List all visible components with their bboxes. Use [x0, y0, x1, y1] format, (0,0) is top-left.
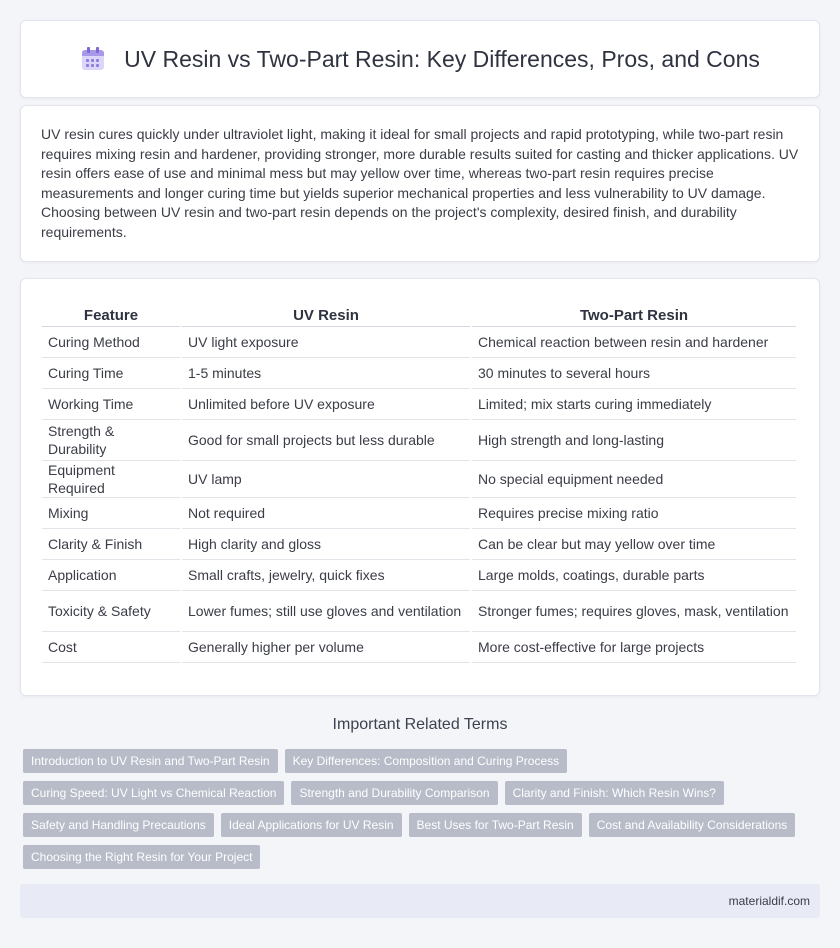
feature-cell: Working Time — [42, 389, 180, 420]
header-card — [20, 20, 820, 98]
feature-cell: Clarity & Finish — [42, 529, 180, 560]
related-term-tag[interactable]: Curing Speed: UV Light vs Chemical Reaction — [23, 781, 284, 805]
uv-resin-cell: 1-5 minutes — [182, 358, 470, 389]
header-title-wrap — [80, 46, 760, 73]
related-terms-title: Important Related Terms — [332, 716, 508, 733]
feature-cell: Cost — [42, 632, 180, 663]
column-header-uv-resin: UV Resin — [182, 301, 470, 327]
feature-cell: Curing Method — [42, 327, 180, 358]
related-term-tag[interactable]: Ideal Applications for UV Resin — [221, 813, 402, 837]
related-term-tag[interactable]: Choosing the Right Resin for Your Project — [23, 845, 260, 869]
feature-cell: Mixing — [42, 498, 180, 529]
calendar-icon — [80, 46, 106, 72]
feature-cell: Application — [42, 560, 180, 591]
table-row — [42, 591, 796, 632]
two-part-resin-cell: No special equipment needed — [472, 461, 796, 498]
related-term-tag[interactable]: Introduction to UV Resin and Two-Part Resin — [23, 749, 278, 773]
table-row — [42, 327, 796, 358]
related-terms-list — [23, 749, 813, 869]
table-row — [42, 358, 796, 389]
uv-resin-cell: Small crafts, jewelry, quick fixes — [182, 560, 470, 591]
uv-resin-cell: UV light exposure — [182, 327, 470, 358]
two-part-resin-cell: Requires precise mixing ratio — [472, 498, 796, 529]
feature-cell: Strength & Durability — [42, 420, 180, 461]
two-part-resin-cell: Can be clear but may yellow over time — [472, 529, 796, 560]
related-term-tag[interactable]: Key Differences: Composition and Curing Process — [285, 749, 568, 773]
page-title: UV Resin vs Two-Part Resin: Key Differences, Pros, and Cons — [124, 45, 760, 72]
related-term-tag[interactable]: Cost and Availability Considerations — [589, 813, 796, 837]
two-part-resin-cell: 30 minutes to several hours — [472, 358, 796, 389]
two-part-resin-cell: Stronger fumes; requires gloves, mask, ventilation — [472, 591, 796, 632]
related-term-tag[interactable]: Strength and Durability Comparison — [291, 781, 497, 805]
comparison-table-card — [20, 278, 820, 696]
uv-resin-cell: Generally higher per volume — [182, 632, 470, 663]
table-row — [42, 389, 796, 420]
table-row — [42, 529, 796, 560]
comparison-table — [40, 301, 798, 663]
footer-bar — [20, 884, 820, 918]
uv-resin-cell: Good for small projects but less durable — [182, 420, 470, 461]
footer-site-link[interactable]: materialdif.com — [728, 894, 810, 908]
two-part-resin-cell: More cost-effective for large projects — [472, 632, 796, 663]
table-header-row — [42, 301, 796, 327]
two-part-resin-cell: Limited; mix starts curing immediately — [472, 389, 796, 420]
related-term-tag[interactable]: Safety and Handling Precautions — [23, 813, 214, 837]
column-header-feature: Feature — [42, 301, 180, 327]
intro-card — [20, 105, 820, 262]
related-term-tag[interactable]: Clarity and Finish: Which Resin Wins? — [505, 781, 724, 805]
table-row — [42, 461, 796, 498]
feature-cell: Equipment Required — [42, 461, 180, 498]
two-part-resin-cell: Chemical reaction between resin and hardener — [472, 327, 796, 358]
uv-resin-cell: UV lamp — [182, 461, 470, 498]
feature-cell: Toxicity & Safety — [42, 591, 180, 632]
table-row — [42, 560, 796, 591]
table-row — [42, 498, 796, 529]
intro-paragraph: UV resin cures quickly under ultraviolet light, making it ideal for small projects and rapid prototyping, while two-part resin requires mixing resin and hardener, providing stronger, more durable results suited for casting and thicker applications. UV resin offers ease of use and minimal mess but may yellow over time, whereas two-part resin requires precise measurements and longer curing time but yields superior mechanical properties and less vulnerability to UV damage. Choosing between UV resin and two-part resin depends on the project's complexity, desired finish, and durability requirements. — [41, 126, 799, 240]
uv-resin-cell: Not required — [182, 498, 470, 529]
column-header-two-part-resin: Two-Part Resin — [472, 301, 796, 327]
two-part-resin-cell: Large molds, coatings, durable parts — [472, 560, 796, 591]
uv-resin-cell: Unlimited before UV exposure — [182, 389, 470, 420]
two-part-resin-cell: High strength and long-lasting — [472, 420, 796, 461]
table-row — [42, 632, 796, 663]
uv-resin-cell: Lower fumes; still use gloves and ventilation — [182, 591, 470, 632]
related-term-tag[interactable]: Best Uses for Two-Part Resin — [409, 813, 582, 837]
feature-cell: Curing Time — [42, 358, 180, 389]
uv-resin-cell: High clarity and gloss — [182, 529, 470, 560]
table-row — [42, 420, 796, 461]
